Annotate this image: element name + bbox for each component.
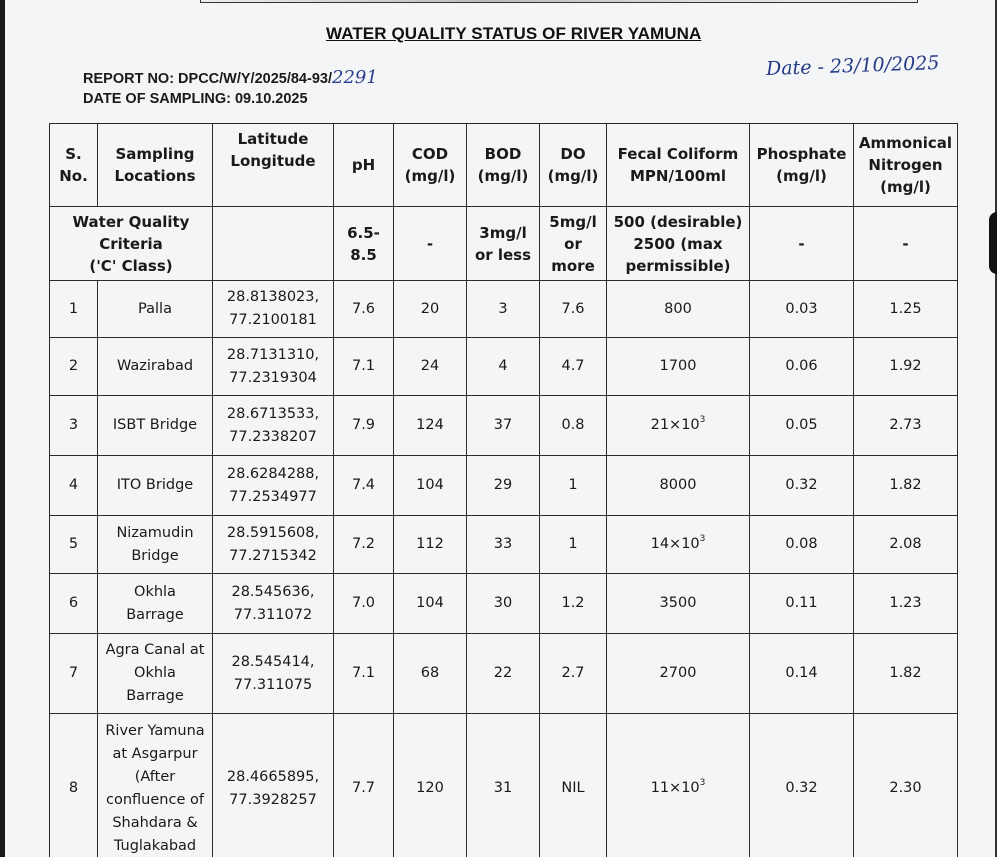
criteria-fecal: 500 (desirable) 2500 (max permissible) <box>607 207 750 281</box>
cell-do: 7.6 <box>540 281 607 338</box>
cell-sno: 6 <box>50 574 98 634</box>
cell-bod: 4 <box>467 338 540 396</box>
cell-fecal: 2700 <box>607 634 750 714</box>
table-row <box>50 396 958 456</box>
cell-location: Wazirabad <box>98 338 213 396</box>
report-number-label: REPORT NO: DPCC/W/Y/2025/84-93/ <box>83 71 332 87</box>
header-ph: pH <box>334 124 394 207</box>
binding-hole <box>989 212 997 274</box>
cell-do: 0.8 <box>540 396 607 456</box>
cell-cod: 68 <box>394 634 467 714</box>
cell-bod: 37 <box>467 396 540 456</box>
cell-location: Okhla Barrage <box>98 574 213 634</box>
document-title: WATER QUALITY STATUS OF RIVER YAMUNA <box>326 24 702 43</box>
cell-phosphate: 0.03 <box>750 281 854 338</box>
cell-sno: 4 <box>50 456 98 516</box>
cell-fecal: 3500 <box>607 574 750 634</box>
header-bod: BOD (mg/l) <box>467 124 540 207</box>
cell-phosphate: 0.11 <box>750 574 854 634</box>
cell-ammonical: 1.82 <box>854 456 958 516</box>
header-cod: COD (mg/l) <box>394 124 467 207</box>
cell-phosphate: 0.32 <box>750 456 854 516</box>
cell-fecal: 800 <box>607 281 750 338</box>
report-number <box>83 67 378 88</box>
cell-ph: 7.1 <box>334 634 394 714</box>
cell-phosphate: 0.08 <box>750 516 854 574</box>
header-fecal: Fecal Coliform MPN/100ml <box>607 124 750 207</box>
table-row <box>50 456 958 516</box>
cell-ammonical: 1.82 <box>854 634 958 714</box>
cell-ph: 7.9 <box>334 396 394 456</box>
table-row <box>50 338 958 396</box>
cell-location: ITO Bridge <box>98 456 213 516</box>
water-quality-table <box>49 123 958 857</box>
cell-location: Agra Canal at Okhla Barrage <box>98 634 213 714</box>
cell-fecal: $11\times 10^3$ <box>607 714 750 857</box>
cell-ph: 7.6 <box>334 281 394 338</box>
table-row <box>50 574 958 634</box>
cell-latlong: 28.6284288, 77.2534977 <box>213 456 334 516</box>
cell-ammonical: 1.92 <box>854 338 958 396</box>
table-row <box>50 634 958 714</box>
cell-do: 1 <box>540 456 607 516</box>
table-row <box>50 281 958 338</box>
table-row <box>50 516 958 574</box>
cell-location: Nizamudin Bridge <box>98 516 213 574</box>
cell-latlong: 28.545636, 77.311072 <box>213 574 334 634</box>
cell-phosphate: 0.06 <box>750 338 854 396</box>
cell-do: 1 <box>540 516 607 574</box>
cell-ph: 7.0 <box>334 574 394 634</box>
cell-cod: 112 <box>394 516 467 574</box>
cell-phosphate: 0.05 <box>750 396 854 456</box>
header-row <box>50 124 958 207</box>
cell-ammonical: 2.30 <box>854 714 958 857</box>
top-border-box <box>200 0 918 3</box>
cell-location: ISBT Bridge <box>98 396 213 456</box>
cell-bod: 30 <box>467 574 540 634</box>
cell-bod: 31 <box>467 714 540 857</box>
table-row <box>50 714 958 857</box>
criteria-label: Water Quality Criteria ('C' Class) <box>50 207 213 281</box>
cell-latlong: 28.4665895, 77.3928257 <box>213 714 334 857</box>
cell-ph: 7.2 <box>334 516 394 574</box>
cell-phosphate: 0.32 <box>750 714 854 857</box>
sampling-date: DATE OF SAMPLING: 09.10.2025 <box>83 91 308 107</box>
report-number-handwritten: 2291 <box>332 67 378 88</box>
cell-latlong: 28.5915608, 77.2715342 <box>213 516 334 574</box>
cell-ph: 7.7 <box>334 714 394 857</box>
cell-bod: 3 <box>467 281 540 338</box>
cell-do: 1.2 <box>540 574 607 634</box>
cell-cod: 20 <box>394 281 467 338</box>
cell-do: 2.7 <box>540 634 607 714</box>
criteria-latlong <box>213 207 334 281</box>
cell-cod: 104 <box>394 456 467 516</box>
header-latlong: Latitude Longitude <box>213 124 334 207</box>
criteria-do: 5mg/l or more <box>540 207 607 281</box>
cell-sno: 7 <box>50 634 98 714</box>
cell-cod: 120 <box>394 714 467 857</box>
cell-fecal: 1700 <box>607 338 750 396</box>
cell-location: River Yamuna at Asgarpur (After confluence of Shahdara & Tuglakabad <box>98 714 213 857</box>
cell-latlong: 28.7131310, 77.2319304 <box>213 338 334 396</box>
criteria-cod: - <box>394 207 467 281</box>
cell-bod: 22 <box>467 634 540 714</box>
cell-ammonical: 2.08 <box>854 516 958 574</box>
criteria-ph: 6.5- 8.5 <box>334 207 394 281</box>
header-sno: S. No. <box>50 124 98 207</box>
cell-sno: 2 <box>50 338 98 396</box>
cell-fecal: 8000 <box>607 456 750 516</box>
cell-sno: 5 <box>50 516 98 574</box>
cell-bod: 33 <box>467 516 540 574</box>
cell-sno: 8 <box>50 714 98 857</box>
cell-do: NIL <box>540 714 607 857</box>
cell-bod: 29 <box>467 456 540 516</box>
handwritten-date: Date - 23/10/2025 <box>765 51 940 81</box>
cell-ammonical: 1.25 <box>854 281 958 338</box>
cell-fecal: $14\times 10^3$ <box>607 516 750 574</box>
cell-cod: 104 <box>394 574 467 634</box>
cell-latlong: 28.545414, 77.311075 <box>213 634 334 714</box>
criteria-row <box>50 207 958 281</box>
cell-latlong: 28.6713533, 77.2338207 <box>213 396 334 456</box>
document-page <box>5 0 997 857</box>
header-location: Sampling Locations <box>98 124 213 207</box>
cell-latlong: 28.8138023, 77.2100181 <box>213 281 334 338</box>
cell-ammonical: 1.23 <box>854 574 958 634</box>
criteria-ammonical: - <box>854 207 958 281</box>
criteria-phosphate: - <box>750 207 854 281</box>
header-do: DO (mg/l) <box>540 124 607 207</box>
cell-phosphate: 0.14 <box>750 634 854 714</box>
cell-ph: 7.1 <box>334 338 394 396</box>
header-ammonical: Ammonical Nitrogen (mg/l) <box>854 124 958 207</box>
cell-fecal: $21\times 10^3$ <box>607 396 750 456</box>
header-phosphate: Phosphate (mg/l) <box>750 124 854 207</box>
cell-cod: 124 <box>394 396 467 456</box>
cell-sno: 1 <box>50 281 98 338</box>
criteria-bod: 3mg/l or less <box>467 207 540 281</box>
cell-do: 4.7 <box>540 338 607 396</box>
cell-cod: 24 <box>394 338 467 396</box>
cell-ph: 7.4 <box>334 456 394 516</box>
cell-ammonical: 2.73 <box>854 396 958 456</box>
cell-sno: 3 <box>50 396 98 456</box>
cell-location: Palla <box>98 281 213 338</box>
